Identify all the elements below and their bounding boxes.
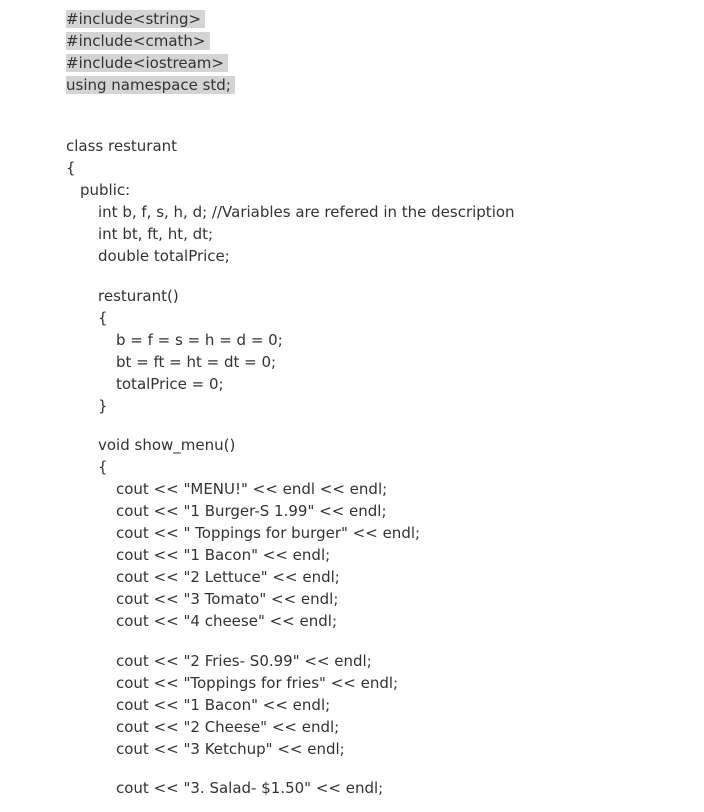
namespace-line: using namespace std; — [66, 74, 235, 96]
menu-code-line: cout << "1 Bacon" << endl; — [116, 696, 331, 714]
menu-code-line: cout << "3 Ketchup" << endl; — [116, 740, 345, 758]
show-menu-signature: void show_menu() — [98, 436, 236, 454]
member-line: int b, f, s, h, d; //Variables are refered in the description — [98, 203, 515, 221]
constructor-close-brace: } — [98, 397, 108, 415]
menu-code-line: cout << "Toppings for fries" << endl; — [116, 674, 399, 692]
constructor-body-line: b = f = s = h = d = 0; — [116, 331, 283, 349]
menu-code-line: cout << "MENU!" << endl << endl; — [116, 480, 388, 498]
member-line: double totalPrice; — [98, 247, 230, 265]
menu-code-line: cout << " Toppings for burger" << endl; — [116, 524, 421, 542]
menu-code-line: cout << "3 Tomato" << endl; — [116, 590, 339, 608]
menu-code-line: cout << "2 Fries- S0.99" << endl; — [116, 652, 372, 670]
constructor-body-line: bt = ft = ht = dt = 0; — [116, 353, 277, 371]
show-menu-open-brace: { — [98, 458, 108, 476]
include-line: #include<iostream> — [66, 52, 228, 74]
class-open-brace: { — [66, 159, 76, 177]
menu-code-line: cout << "3. Salad- $1.50" << endl; — [116, 779, 384, 797]
include-line: #include<cmath> — [66, 30, 210, 52]
member-line: int bt, ft, ht, dt; — [98, 225, 214, 243]
include-line: #include<string> — [66, 8, 205, 30]
menu-code-line: cout << "1 Bacon" << endl; — [116, 546, 331, 564]
menu-code-line: cout << "4 cheese" << endl; — [116, 612, 338, 630]
menu-code-line: cout << "2 Cheese" << endl; — [116, 718, 340, 736]
constructor-body-line: totalPrice = 0; — [116, 375, 224, 393]
constructor-signature: resturant() — [98, 287, 179, 305]
class-declaration: class resturant — [66, 137, 178, 155]
access-specifier: public: — [80, 181, 131, 199]
menu-code-line: cout << "1 Burger-S 1.99" << endl; — [116, 502, 387, 520]
menu-code-line: cout << "2 Lettuce" << endl; — [116, 568, 340, 586]
constructor-open-brace: { — [98, 309, 108, 327]
